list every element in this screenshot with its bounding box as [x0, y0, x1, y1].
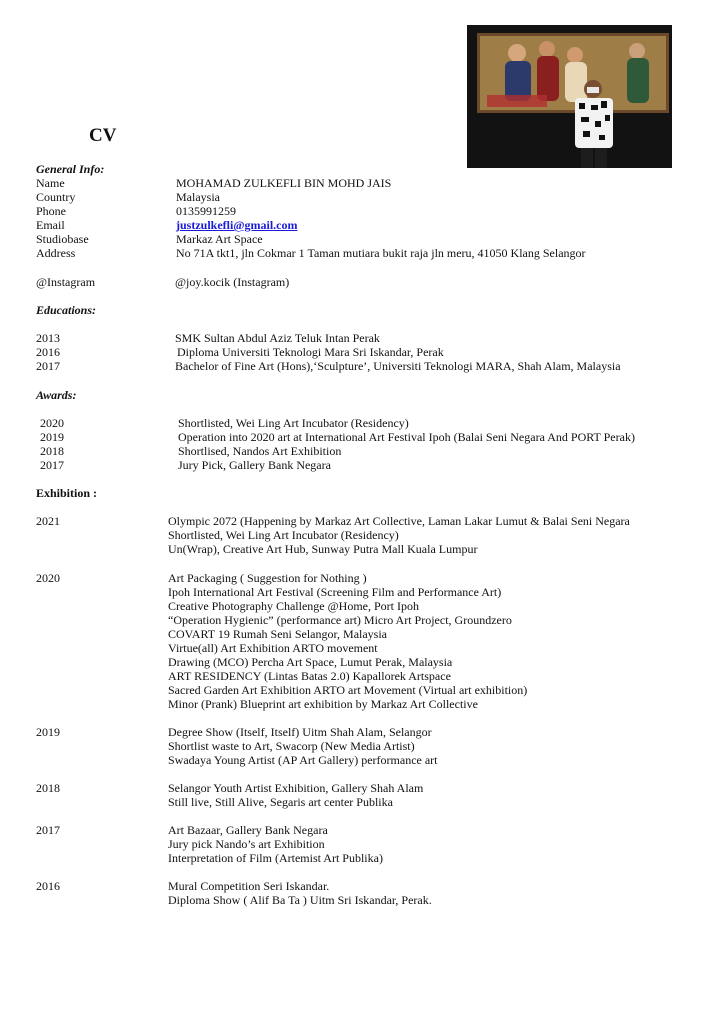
- exhibition-year: 2018: [36, 781, 60, 795]
- general-label-country: Country: [36, 190, 76, 204]
- exhibition-item: Shortlisted, Wei Ling Art Incubator (Residency): [168, 528, 399, 542]
- exhibition-item: Selangor Youth Artist Exhibition, Gallery Shah Alam: [168, 781, 424, 795]
- education-year: 2017: [36, 359, 60, 373]
- education-text: SMK Sultan Abdul Aziz Teluk Intan Perak: [175, 331, 380, 345]
- exhibition-year: 2019: [36, 725, 60, 739]
- exhibition-year: 2016: [36, 879, 60, 893]
- general-label-phone: Phone: [36, 204, 66, 218]
- general-value-address: No 71A tkt1, jln Cokmar 1 Taman mutiara bukit raja jln meru, 41050 Klang Selangor: [176, 246, 586, 260]
- email-link[interactable]: justzulkefli@gmail.com: [176, 218, 298, 232]
- award-text: Operation into 2020 art at International Art Festival Ipoh (Balai Seni Negara And PORT Perak): [178, 430, 635, 444]
- exhibition-item: Mural Competition Seri Iskandar.: [168, 879, 330, 893]
- exhibition-heading: Exhibition :: [36, 486, 98, 500]
- exhibition-item: Jury pick Nando’s art Exhibition: [168, 837, 325, 851]
- award-text: Shortlised, Nandos Art Exhibition: [178, 444, 342, 458]
- award-text: Jury Pick, Gallery Bank Negara: [178, 458, 331, 472]
- education-heading: Educations:: [36, 303, 97, 317]
- general-value-studiobase: Markaz Art Space: [176, 232, 263, 246]
- general-value-name: MOHAMAD ZULKEFLI BIN MOHD JAIS: [176, 176, 392, 190]
- award-year: 2018: [40, 444, 64, 458]
- exhibition-item: Ipoh International Art Festival (Screening Film and Performance Art): [168, 585, 502, 599]
- award-text: Shortlisted, Wei Ling Art Incubator (Residency): [178, 416, 409, 430]
- general-label-address: Address: [36, 246, 76, 260]
- education-year: 2016: [36, 345, 60, 359]
- general-value-phone: 0135991259: [176, 204, 236, 218]
- exhibition-item: Swadaya Young Artist (AP Art Gallery) performance art: [168, 753, 438, 767]
- exhibition-item: ART RESIDENCY (Lintas Batas 2.0) Kapallorek Artspace: [168, 669, 451, 683]
- artist-portrait-photo: [467, 25, 672, 168]
- exhibition-item: Art Bazaar, Gallery Bank Negara: [168, 823, 328, 837]
- award-year: 2017: [40, 458, 64, 472]
- exhibition-item: Minor (Prank) Blueprint art exhibition by Markaz Art Collective: [168, 697, 478, 711]
- exhibition-item: Interpretation of Film (Artemist Art Publika): [168, 851, 383, 865]
- exhibition-item: Diploma Show ( Alif Ba Ta ) Uitm Sri Iskandar, Perak.: [168, 893, 432, 907]
- exhibition-item: Un(Wrap), Creative Art Hub, Sunway Putra Mall Kuala Lumpur: [168, 542, 478, 556]
- exhibition-item: COVART 19 Rumah Seni Selangor, Malaysia: [168, 627, 388, 641]
- exhibition-item: Degree Show (Itself, Itself) Uitm Shah Alam, Selangor: [168, 725, 432, 739]
- exhibition-item: Art Packaging ( Suggestion for Nothing ): [168, 571, 367, 585]
- exhibition-year: 2021: [36, 514, 60, 528]
- instagram-label: @Instagram: [36, 275, 96, 289]
- award-year: 2019: [40, 430, 64, 444]
- exhibition-item: Sacred Garden Art Exhibition ARTO art Movement (Virtual art exhibition): [168, 683, 528, 697]
- awards-heading: Awards:: [36, 388, 77, 402]
- general-label-email: Email: [36, 218, 65, 232]
- exhibition-year: 2020: [36, 571, 60, 585]
- exhibition-item: Still live, Still Alive, Segaris art center Publika: [168, 795, 393, 809]
- exhibition-item: Olympic 2072 (Happening by Markaz Art Collective, Laman Lakar Lumut & Balai Seni Negara: [168, 514, 630, 528]
- exhibition-item: Creative Photography Challenge @Home, Port Ipoh: [168, 599, 420, 613]
- exhibition-item: Virtue(all) Art Exhibition ARTO movement: [168, 641, 378, 655]
- education-year: 2013: [36, 331, 60, 345]
- exhibition-item: Shortlist waste to Art, Swacorp (New Media Artist): [168, 739, 415, 753]
- instagram-value: @joy.kocik (Instagram): [175, 275, 290, 289]
- page-title: CV: [89, 125, 117, 146]
- exhibition-item: “Operation Hygienic” (performance art) Micro Art Project, Groundzero: [168, 613, 512, 627]
- exhibition-year: 2017: [36, 823, 60, 837]
- education-text: Diploma Universiti Teknologi Mara Sri Iskandar, Perak: [177, 345, 444, 359]
- award-year: 2020: [40, 416, 64, 430]
- general-label-name: Name: [36, 176, 65, 190]
- general-info-heading: General Info:: [36, 162, 105, 176]
- general-value-country: Malaysia: [176, 190, 220, 204]
- exhibition-item: Drawing (MCO) Percha Art Space, Lumut Perak, Malaysia: [168, 655, 453, 669]
- general-label-studiobase: Studiobase: [36, 232, 89, 246]
- education-text: Bachelor of Fine Art (Hons),‘Sculpture’, Universiti Teknologi MARA, Shah Alam, Malaysia: [175, 359, 621, 373]
